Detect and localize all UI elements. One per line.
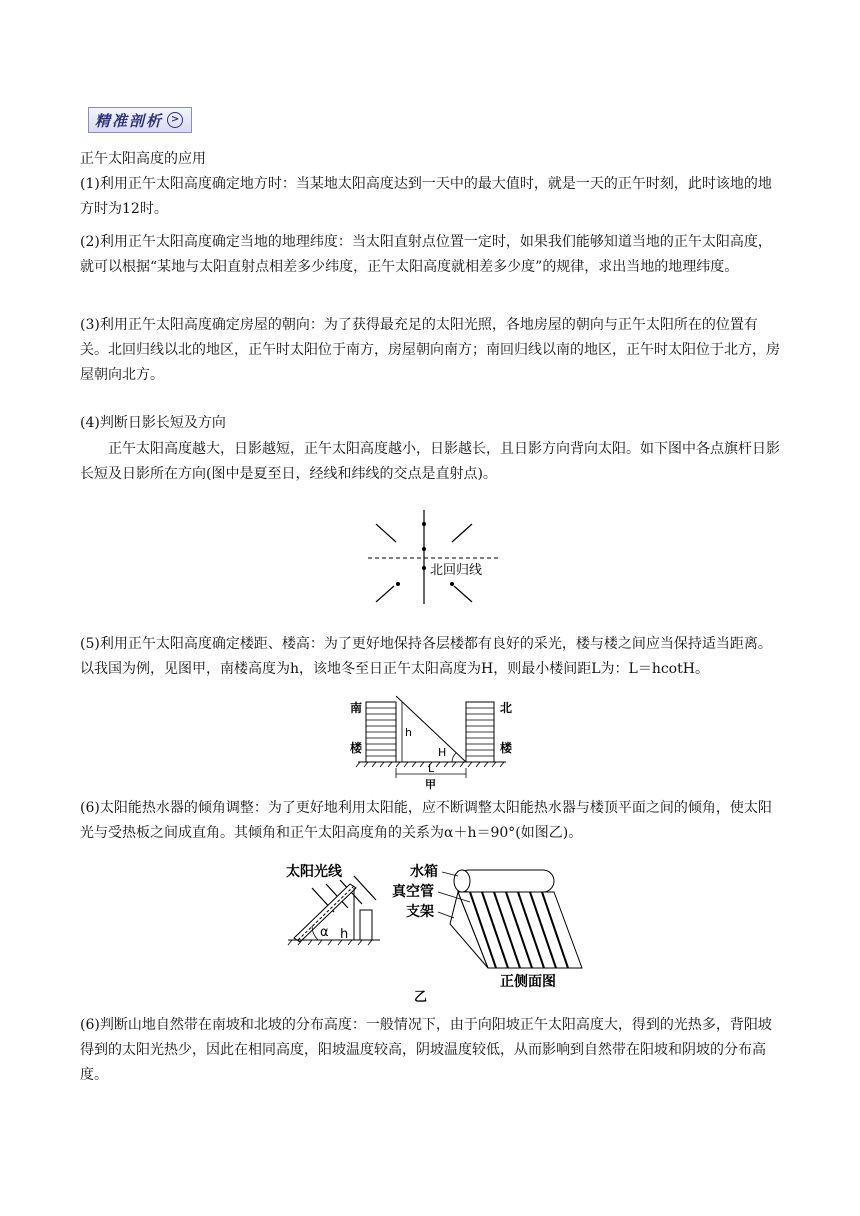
- figure-yi-caption: 乙: [414, 990, 428, 1004]
- paragraph-4-heading: (4)判断日影长短及方向: [80, 415, 226, 431]
- side-view-label: 正侧面图: [500, 974, 556, 990]
- paragraph-5: (5)利用正午太阳高度确定楼距、楼高：为了更好地保持各层楼都有良好的采光，楼与楼之间应当保持适当距离。以我国为例，见图甲，南楼高度为h，该地冬至日正午太阳高度为H，则最小楼间距L为：L＝hcotH。: [80, 636, 772, 677]
- paragraph-2: (2)利用正午太阳高度确定当地的地理纬度：当太阳直射点位置一定时，如果我们能够知道当地的正午太阳高度，就可以根据“某地与太阳直射点相差多少纬度，正午太阳高度就相差多少度”的规律，求出当地的地理纬度。: [80, 234, 772, 275]
- section-badge: [88, 107, 192, 133]
- tropic-label: 北回归线: [430, 563, 483, 578]
- distance-L-label: L: [428, 762, 435, 775]
- angle-H-label: H: [438, 746, 447, 759]
- paragraph-4-body: 正午太阳高度越大，日影越短，正午太阳高度越小，日影越长，且日影方向背向太阳。如下图中各点旗杆日影长短及日影所在方向(图中是夏至日，经线和纬线的交点是直射点)。: [80, 441, 780, 482]
- north-label-2: 楼: [500, 741, 513, 755]
- alpha-label: α: [320, 925, 329, 940]
- south-label-2: 楼: [350, 741, 363, 755]
- tube-label: 真空管: [392, 884, 434, 900]
- stand-label: 支架: [406, 904, 434, 920]
- tank-label: 水箱: [410, 864, 438, 880]
- solar-heater-diagram: [282, 858, 592, 1004]
- south-label-1: 南: [350, 701, 363, 715]
- shadow-direction-diagram: [360, 506, 510, 606]
- paragraph-3: (3)利用正午太阳高度确定房屋的朝向：为了获得最充足的太阳光照，各地房屋的朝向与正午太阳所在的位置有关。北回归线以北的地区，正午时太阳位于南方，房屋朝向南方；南回归线以南的地区，正午时太阳位于北方，房屋朝向北方。: [80, 317, 780, 383]
- paragraph-7: (6)判断山地自然带在南坡和北坡的分布高度：一般情况下，由于向阳坡正午太阳高度大，得到的光热多，背阳坡得到的太阳光热少，因此在相同高度，阳坡温度较高，阴坡温度较低，从而影响到自然带在阳坡和阴坡的分布高度。: [80, 1017, 772, 1083]
- paragraph-6: (6)太阳能热水器的倾角调整：为了更好地利用太阳能，应不断调整太阳能热水器与楼顶平面之间的倾角，使太阳光与受热板之间成直角。其倾角和正午太阳高度角的关系为α＋h＝90°(如图乙)。: [80, 800, 772, 841]
- north-label-1: 北: [500, 701, 513, 715]
- building-spacing-diagram: [344, 694, 524, 790]
- section-title: 正午太阳高度的应用: [80, 151, 206, 167]
- angle-h-label: h: [340, 927, 349, 942]
- paragraph-1: (1)利用正午太阳高度确定地方时：当某地太阳高度达到一天中的最大值时，就是一天的正午时刻，此时该地的地方时为12时。: [80, 176, 772, 217]
- sunlight-label: 太阳光线: [286, 864, 342, 880]
- height-h-label: h: [405, 726, 412, 739]
- badge-label: 精准剖析: [95, 111, 164, 130]
- arrow-circle-icon: >: [167, 112, 183, 128]
- figure-jia-caption: 甲: [425, 778, 436, 790]
